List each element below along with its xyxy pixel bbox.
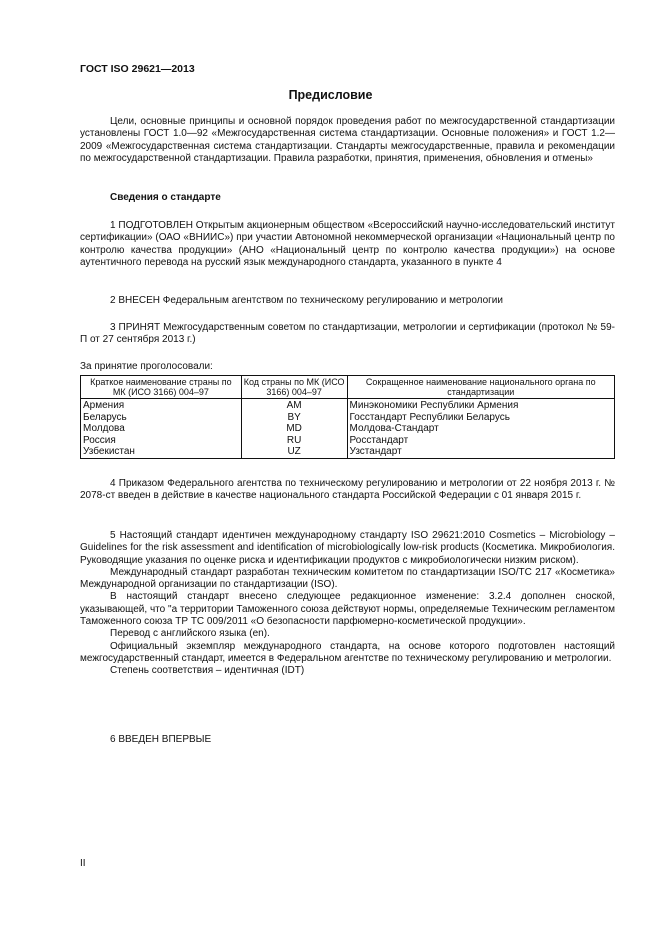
document-id: ГОСТ ISO 29621—2013 — [80, 63, 195, 75]
section-title: Сведения о стандарте — [110, 192, 221, 203]
item-2-block — [80, 295, 615, 307]
page-number: II — [80, 858, 86, 869]
voting-table — [80, 375, 615, 459]
cell-code: MD — [241, 423, 347, 435]
item-4-block — [80, 478, 615, 503]
item-6: 6 ВВЕДЕН ВПЕРВЫЕ — [110, 734, 212, 745]
cell-body: Узстандарт — [347, 446, 614, 458]
item-5-paragraph-4: Перевод с английского языка (en). — [110, 628, 270, 640]
cell-code: RU — [241, 435, 347, 447]
cell-country: Узбекистан — [81, 446, 242, 458]
item-3: 3 ПРИНЯТ Межгосударственным советом по стандартизации, метрологии и сертификации (протокол № 59-П от 27 сентября 2013 г.) — [80, 322, 615, 346]
item-5-paragraph-2: Международный стандарт разработан техническим комитетом по стандартизации ISO/TC 217 «Косметика» Международной организации по стандартизации (ISO). — [80, 566, 615, 591]
item-2: 2 ВНЕСЕН Федеральным агентством по техническому регулированию и метрологии — [110, 295, 503, 306]
item-5-block — [80, 530, 615, 678]
cell-country: Армения — [81, 399, 242, 412]
item-5-paragraph-3: В настоящий стандарт внесено следующее редакционное изменение: 3.2.4 дополнен сноской, указывающей, что "а территории Таможенного союза действуют нормы, определяемые Техническим регламентом Таможенного союза ТР ТС 009/2011 «О безопасности парфюмерно-косметической продукции». — [80, 591, 615, 628]
table-header-row — [81, 376, 615, 399]
cell-body: Госстандарт Республики Беларусь — [347, 412, 614, 424]
item-1-block — [80, 220, 615, 269]
cell-code: UZ — [241, 446, 347, 458]
intro-paragraph: Цели, основные принципы и основной порядок проведения работ по межгосударственной стандартизации установлены ГОСТ 1.0—92 «Межгосударственная система стандартизации. Основные положения» и ГОСТ 1.2—2009 «Межгосударственная система стандартизации. Стандарты межгосударственные, правила и рекомендации по межгосударственной стандартизации. Правила разработки, принятия, применения, обновления и отмены» — [80, 116, 615, 164]
item-5-paragraph-5: Официальный экземпляр международного стандарта, на основе которого подготовлен настоящий межгосударственный стандарт, имеется в Федеральном агентстве по техническому регулированию и метрологии. — [80, 640, 615, 664]
vote-label: За принятие проголосовали: — [80, 361, 213, 372]
page-title: Предисловие — [288, 88, 373, 102]
cell-body: Росстандарт — [347, 435, 614, 447]
cell-body: Молдова-Стандарт — [347, 423, 614, 435]
cell-code: AM — [241, 399, 347, 412]
table-row — [81, 446, 615, 458]
intro-block — [80, 116, 615, 165]
cell-country: Россия — [81, 435, 242, 447]
column-header-body: Сокращенное наименование национального органа по стандартизации — [347, 376, 614, 399]
column-header-country: Краткое наименование страны по МК (ИСО 3166) 004–97 — [81, 376, 242, 399]
column-header-code: Код страны по МК (ИСО 3166) 004–97 — [241, 376, 347, 399]
table-row — [81, 399, 615, 412]
table-row — [81, 423, 615, 435]
cell-body: Минэкономики Республики Армения — [347, 399, 614, 412]
cell-country: Молдова — [81, 423, 242, 435]
table-row — [81, 412, 615, 424]
cell-code: BY — [241, 412, 347, 424]
item-5-paragraph-6: Степень соответствия – идентичная (IDT) — [110, 665, 305, 677]
cell-country: Беларусь — [81, 412, 242, 424]
item-4: 4 Приказом Федерального агентства по техническому регулированию и метрологии от 22 ноября 2013 г. № 2078-ст введен в действие в качестве национального стандарта Российской Федерации с 01 января 2015 г. — [80, 478, 615, 502]
item-5-paragraph-1: 5 Настоящий стандарт идентичен международному стандарту ISO 29621:2010 Cosmetics – Microbiology – Guidelines for the risk assessment and identification of microbiologically low-risk products (Косметика. Микробиология. Руководящие указания по оценке риска и идентификации продуктов с микробиологически низким риском). — [80, 530, 615, 566]
item-6-block — [80, 734, 615, 746]
vote-label-block — [80, 361, 615, 373]
table-row — [81, 435, 615, 447]
item-1: 1 ПОДГОТОВЛЕН Открытым акционерным обществом «Всероссийский научно-исследовательский институт сертификации» (ОАО «ВНИИС») при участии Автономной некоммерческой организации «Национальный центр по контролю качества продукции» (АНО «Национальный центр по контролю качества продукции») на основе аутентичного перевода на русский язык международного стандарта, указанного в пункте 4 — [80, 220, 615, 268]
item-3-block — [80, 322, 615, 347]
